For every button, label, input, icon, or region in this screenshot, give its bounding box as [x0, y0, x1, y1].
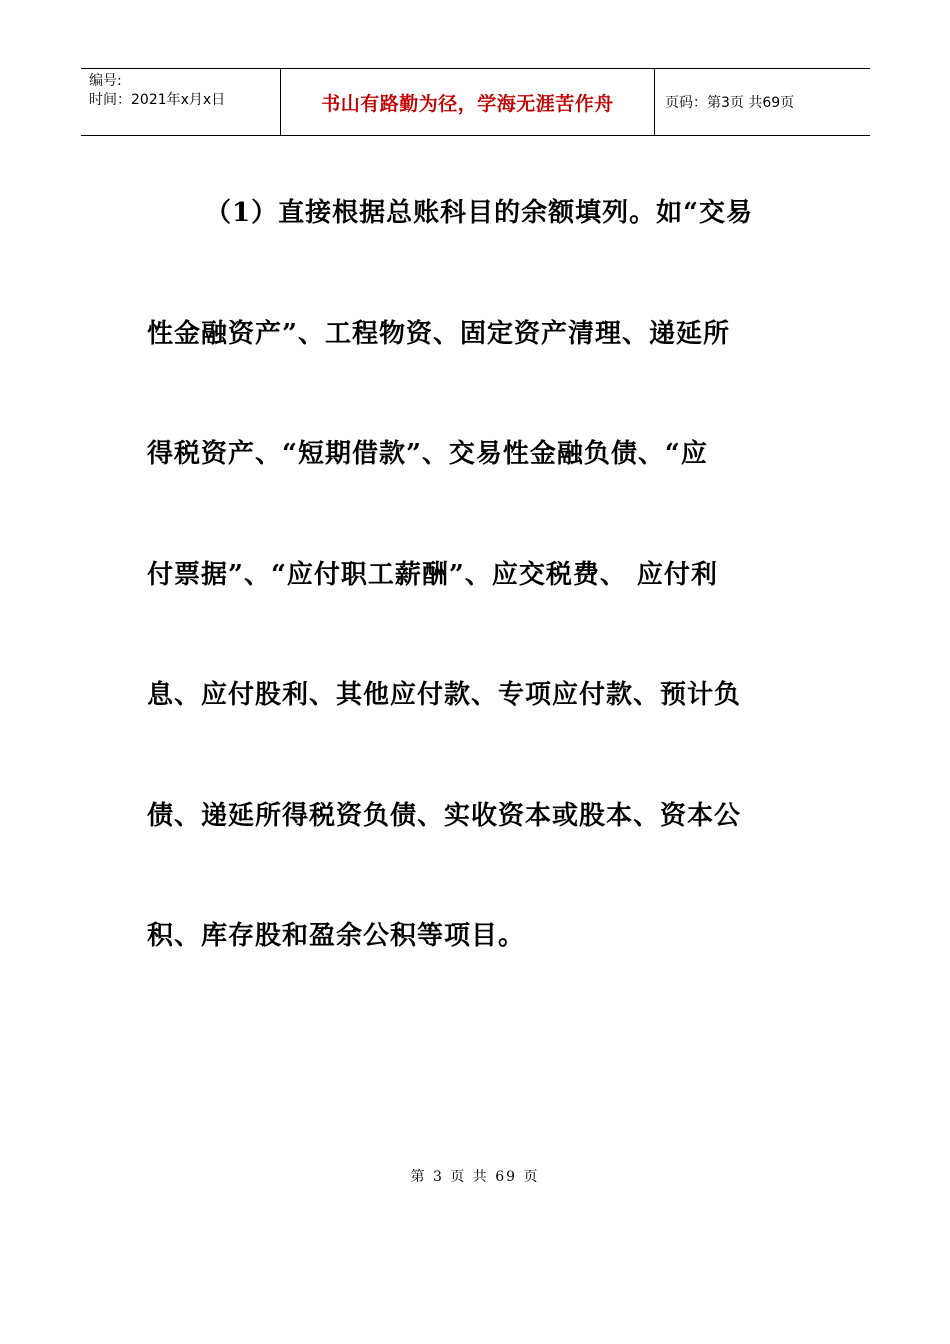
body-line: 债、递延所得税资负债、实收资本或股本、资本公	[147, 800, 742, 831]
body-line: 息、应付股利、其他应付款、专项应付款、预计负	[147, 680, 742, 710]
page-header	[81, 68, 870, 136]
motto-text: 书山有路勤为径，学海无涯苦作舟	[321, 92, 614, 115]
document-date-label: 时间：2021年x月x日	[89, 92, 226, 108]
header-motto	[281, 69, 655, 135]
body-line: （1）直接根据总账科目的余额填列。如“交易	[205, 198, 754, 228]
footer-page-number: 第 3 页 共 69 页	[410, 1169, 540, 1185]
body-line: 性金融资产”、工程物资、固定资产清理、递延所	[147, 318, 730, 349]
page-footer	[0, 1166, 950, 1186]
body-line: 积、库存股和盈余公积等项目。	[147, 921, 526, 951]
body-line: 得税资产、“短期借款”、交易性金融负债、“应	[147, 439, 708, 469]
body-line: 付票据”、“应付职工薪酬”、应交税费、 应付利	[147, 559, 718, 590]
document-number-label: 编号:	[89, 73, 122, 89]
header-meta	[81, 69, 281, 135]
document-body	[147, 183, 807, 1027]
page-info-text: 页码：第3页 共69页	[665, 95, 795, 111]
header-page-info	[655, 69, 870, 135]
